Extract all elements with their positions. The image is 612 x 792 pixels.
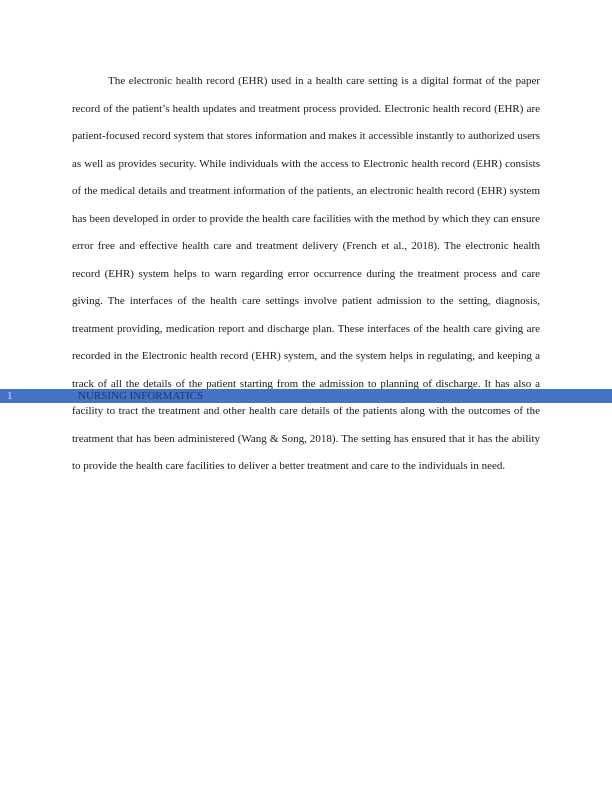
body-paragraph: The electronic health record (EHR) used in a health care setting is a digital format of the paper record of the patient’s health updates and treatment process provided. Electronic health record (EHR) are patient-focused record system that stores information and makes it accessible instantly to authorized users as well as provides security. While individuals with the access to Electronic health record (EHR) consists of the medical details and treatment information of the patients, an electronic health record (EHR) system has been developed in order to provide the health care facilities with the method by which they can ensure error free and effective health care and treatment delivery (French et al., 2018). The electronic health record (EHR) system helps to warn regarding error occurrence during the treatment process and care giving. The interfaces of the health care settings involve patient admission to the setting, diagnosis, treatment providing, medication report and discharge plan. These interfaces of the health care giving are recorded in the Electronic health record (EHR) system, and the system helps in regulating, and keeping a track of all the details of the patient starting from the admission to planning of discharge. It has also a facility to tract the treatment and other health care details of the patients along with the outcomes of the treatment that has been administered (Wang & Song, 2018). The setting has ensured that it has the ability to provide the health care facilities to deliver a better treatment and care to the individuals in need. (72, 75, 540, 472)
running-header (0, 389, 612, 403)
header-page-number: 1 (7, 390, 13, 402)
header-title: NURSING INFORMATICS (78, 390, 203, 402)
